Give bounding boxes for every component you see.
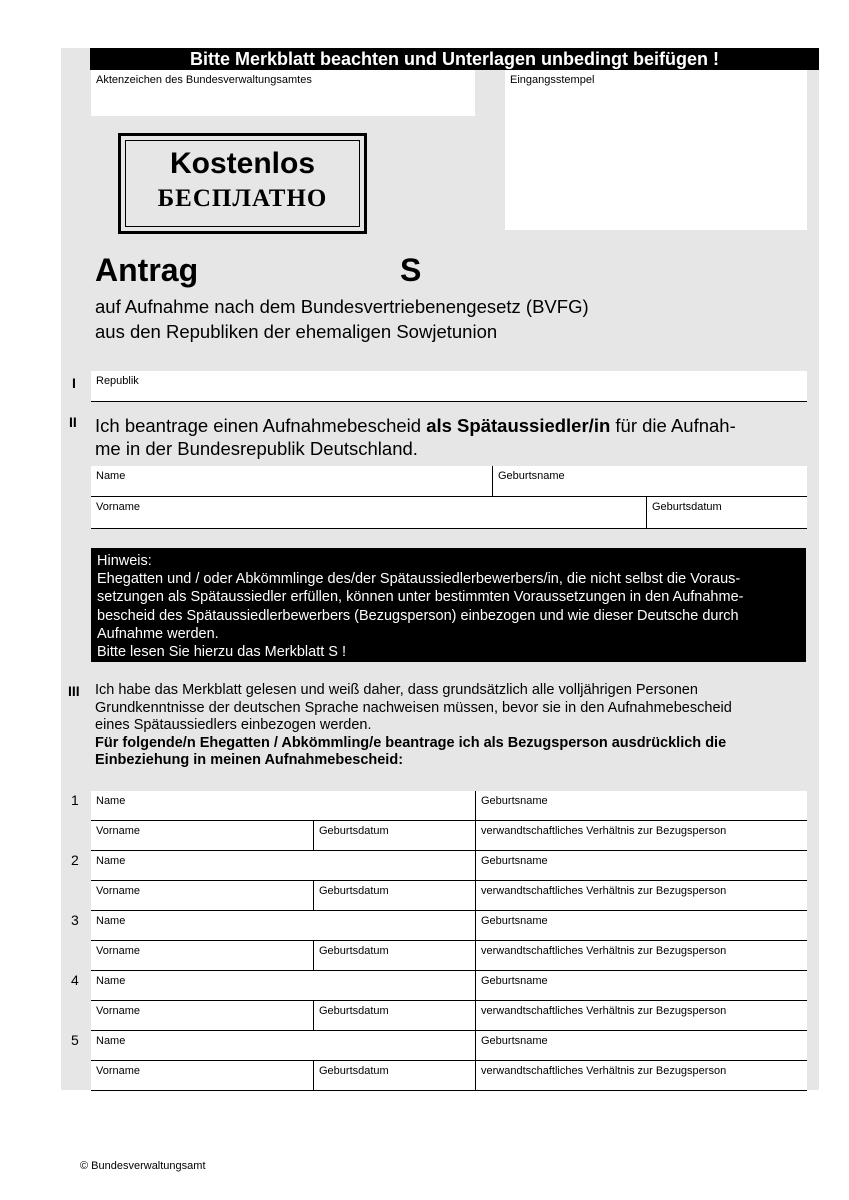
person-geburtsname-field[interactable] <box>475 851 807 881</box>
person-number: 1 <box>71 792 79 808</box>
sec3-line-2: Grundkenntnisse der deutschen Sprache nachweisen müssen, bevor sie in den Aufnahmebescheid <box>95 699 732 716</box>
sec2-text-pre: Ich beantrage einen Aufnahmebescheid <box>95 415 427 436</box>
person-geburtsname-field[interactable] <box>475 791 807 821</box>
person-geburtsname-label: Geburtsname <box>481 855 548 867</box>
person-vorname-field[interactable] <box>91 881 313 911</box>
person-geburtsdatum-field[interactable] <box>313 1061 475 1091</box>
person-name-label: Name <box>96 1035 126 1047</box>
person-name-field[interactable] <box>91 911 475 941</box>
section-1-numeral: I <box>72 375 76 391</box>
eingangsstempel-field <box>505 70 807 230</box>
person-vorname-field[interactable] <box>91 941 313 971</box>
stamp-line-1: Kostenlos <box>169 147 316 180</box>
sec2-line-2: me in der Bundesrepublik Deutschland. <box>95 438 418 459</box>
person-vorname-label: Vorname <box>96 825 141 837</box>
person-geburtsdatum-label: Geburtsdatum <box>319 1005 389 1017</box>
person-verhaeltnis-label: verwandtschaftliches Verhältnis zur Bezugsperson <box>481 945 727 957</box>
section-2-numeral: II <box>69 414 77 430</box>
person-vorname-label: Vorname <box>96 945 141 957</box>
person-verhaeltnis-field[interactable] <box>475 1001 807 1031</box>
sec3-line-3: eines Spätaussiedlers einbezogen werden. <box>95 717 372 734</box>
person-verhaeltnis-field[interactable] <box>475 941 807 971</box>
person-geburtsdatum-label: Geburtsdatum <box>319 1065 389 1077</box>
person-number: 2 <box>71 852 79 868</box>
person-geburtsname-label: Geburtsname <box>481 915 548 927</box>
sec3-bold-2: Einbeziehung in meinen Aufnahmebescheid: <box>95 752 404 769</box>
eingangsstempel-label: Eingangsstempel <box>510 74 595 86</box>
hinweis-line-5: Bitte lesen Sie hierzu das Merkblatt S ! <box>97 644 347 661</box>
person-name-label: Name <box>96 915 126 927</box>
person-vorname-field[interactable] <box>91 1001 313 1031</box>
kostenlos-stamp <box>118 133 367 234</box>
hinweis-heading: Hinweis: <box>97 553 152 569</box>
person-verhaeltnis-field[interactable] <box>475 821 807 851</box>
person-verhaeltnis-field[interactable] <box>475 881 807 911</box>
sec3-line-1: Ich habe das Merkblatt gelesen und weiß daher, dass grundsätzlich alle volljährigen Personen <box>95 682 698 698</box>
applicant-geburtsdatum-label: Geburtsdatum <box>652 501 722 513</box>
person-number: 5 <box>71 1032 79 1048</box>
person-geburtsdatum-field[interactable] <box>313 821 475 851</box>
person-geburtsdatum-label: Geburtsdatum <box>319 825 389 837</box>
applicant-geburtsdatum-field[interactable] <box>646 497 807 529</box>
person-geburtsname-label: Geburtsname <box>481 1035 548 1047</box>
person-geburtsname-field[interactable] <box>475 911 807 941</box>
person-verhaeltnis-label: verwandtschaftliches Verhältnis zur Bezugsperson <box>481 885 727 897</box>
person-name-field[interactable] <box>91 1031 475 1061</box>
stamp-line-2: БЕСПЛАТНО <box>157 185 328 212</box>
applicant-name-label: Name <box>96 470 126 482</box>
person-name-label: Name <box>96 795 126 807</box>
sec2-text-bold: als Spätaussiedler/in <box>426 415 611 436</box>
person-name-label: Name <box>96 855 126 867</box>
hinweis-line-4: Aufnahme werden. <box>97 625 219 642</box>
section-2-text <box>95 414 795 460</box>
footer-copyright: © Bundesverwaltungsamt <box>80 1160 206 1172</box>
person-verhaeltnis-label: verwandtschaftliches Verhältnis zur Bezugsperson <box>481 1005 727 1017</box>
person-number: 3 <box>71 912 79 928</box>
person-geburtsname-field[interactable] <box>475 1031 807 1061</box>
person-geburtsname-label: Geburtsname <box>481 795 548 807</box>
hinweis-line-2: setzungen als Spätaussiedler erfüllen, können unter bestimmten Voraussetzungen in den Aufnahme- <box>97 589 744 606</box>
person-geburtsdatum-label: Geburtsdatum <box>319 945 389 957</box>
person-geburtsname-field[interactable] <box>475 971 807 1001</box>
person-name-label: Name <box>96 975 126 987</box>
person-geburtsdatum-label: Geburtsdatum <box>319 885 389 897</box>
person-name-field[interactable] <box>91 851 475 881</box>
person-geburtsdatum-field[interactable] <box>313 941 475 971</box>
hinweis-line-1: Ehegatten und / oder Abkömmlinge des/der Spätaussiedlerbewerbers/in, die nicht selbst die Voraus- <box>97 571 741 588</box>
person-number: 4 <box>71 972 79 988</box>
form-title: Antrag <box>95 252 199 288</box>
person-geburtsdatum-field[interactable] <box>313 1001 475 1031</box>
form-subtitle <box>95 294 795 344</box>
person-vorname-field[interactable] <box>91 821 313 851</box>
person-geburtsname-label: Geburtsname <box>481 975 548 987</box>
aktenzeichen-label: Aktenzeichen des Bundesverwaltungsamtes <box>96 74 312 86</box>
section-3-text <box>95 682 795 770</box>
person-geburtsdatum-field[interactable] <box>313 881 475 911</box>
applicant-name-field[interactable] <box>91 466 492 497</box>
subtitle-line-2: aus den Republiken der ehemaligen Sowjetunion <box>95 321 498 342</box>
applicant-vorname-label: Vorname <box>96 501 141 513</box>
hinweis-line-3: bescheid des Spätaussiedlerbewerbers (Bezugsperson) einbezogen und wie dieser Deutsche durch <box>97 607 739 624</box>
applicant-geburtsname-field[interactable] <box>492 466 807 497</box>
republik-label: Republik <box>96 375 139 387</box>
person-name-field[interactable] <box>91 791 475 821</box>
form-letter: S <box>400 252 422 288</box>
republik-field[interactable] <box>91 371 807 402</box>
sec3-bold-1: Für folgende/n Ehegatten / Abkömmling/e beantrage ich als Bezugsperson ausdrücklich die <box>95 734 727 751</box>
person-vorname-label: Vorname <box>96 885 141 897</box>
subtitle-line-1: auf Aufnahme nach dem Bundesvertriebenengesetz (BVFG) <box>95 296 589 317</box>
person-verhaeltnis-field[interactable] <box>475 1061 807 1091</box>
person-verhaeltnis-label: verwandtschaftliches Verhältnis zur Bezugsperson <box>481 825 727 837</box>
sec2-text-post: für die Aufnah- <box>610 415 736 436</box>
person-name-field[interactable] <box>91 971 475 1001</box>
person-vorname-label: Vorname <box>96 1065 141 1077</box>
banner-notice: Bitte Merkblatt beachten und Unterlagen unbedingt beifügen ! <box>90 48 819 70</box>
applicant-vorname-field[interactable] <box>91 497 646 529</box>
section-3-numeral: III <box>68 683 80 699</box>
hinweis-box <box>91 548 806 662</box>
person-verhaeltnis-label: verwandtschaftliches Verhältnis zur Bezugsperson <box>481 1065 727 1077</box>
aktenzeichen-field[interactable] <box>91 70 475 116</box>
applicant-geburtsname-label: Geburtsname <box>498 470 565 482</box>
person-vorname-field[interactable] <box>91 1061 313 1091</box>
person-vorname-label: Vorname <box>96 1005 141 1017</box>
